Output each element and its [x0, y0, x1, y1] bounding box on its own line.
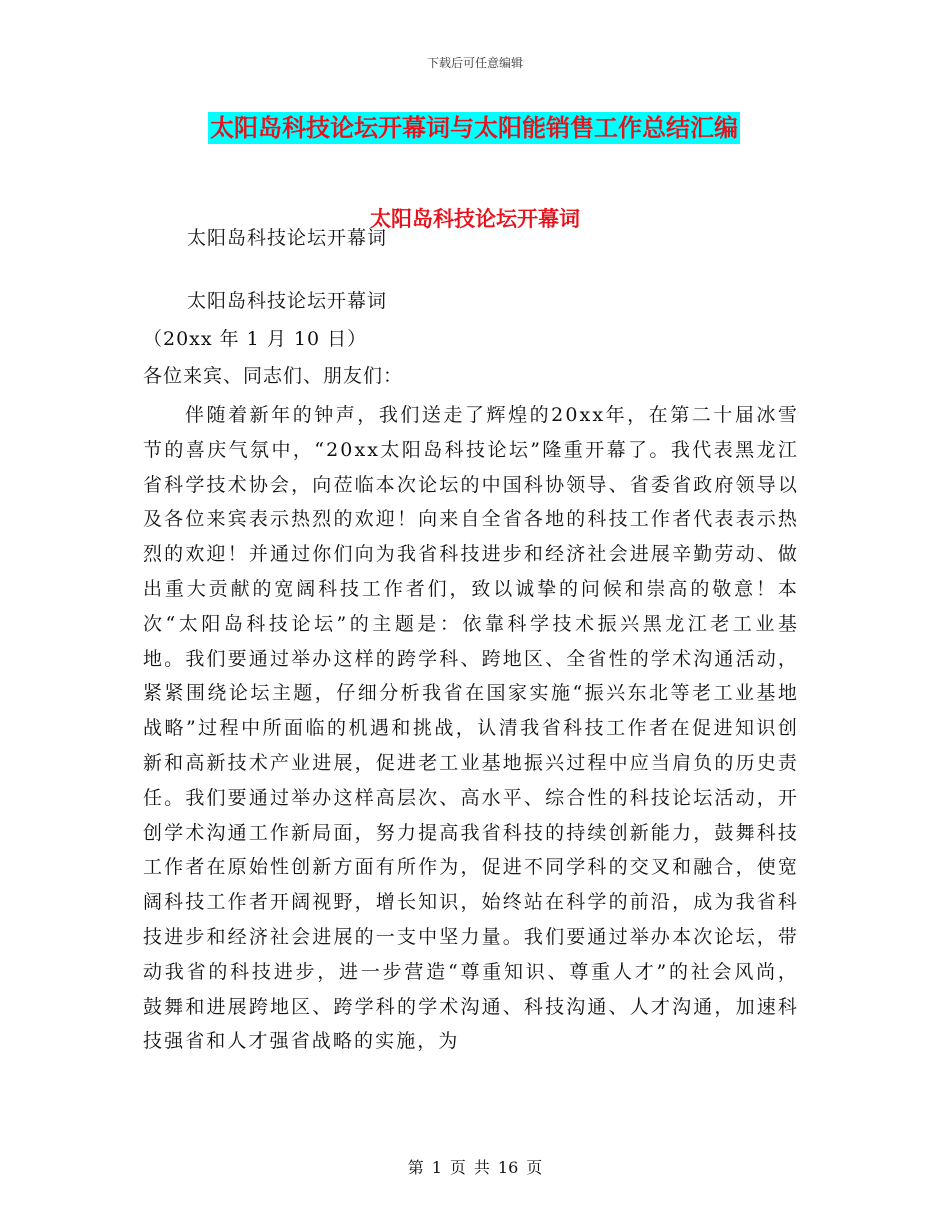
footer-suffix: 页	[526, 1158, 543, 1177]
repeated-title-line: 太阳岛科技论坛开幕词	[187, 290, 388, 312]
date-line: （20xx 年 1 月 10 日）	[143, 328, 368, 350]
page-footer	[0, 1155, 950, 1178]
footer-prefix: 第	[407, 1158, 424, 1177]
document-title: 太阳岛科技论坛开幕词与太阳能销售工作总结汇编	[210, 114, 738, 142]
header-note: 下载后可任意编辑	[426, 56, 523, 70]
body-paragraph: 伴随着新年的钟声，我们送走了辉煌的20xx年，在第二十届冰雪节的喜庆气氛中，“20xx太阳岛科技论坛”隆重开幕了。我代表黑龙江省科学技术协会，向莅临本次论坛的中国科协领导、省委省政府领导以及各位来宾表示热烈的欢迎！向来自全省各地的科技工作者代表表示热烈的欢迎！并通过你们向为我省科技进步和经济社会进展辛勤劳动、做出重大贡献的宽阔科技工作者们，致以诚挚的问候和崇高的敬意！本次“太阳岛科技论坛”的主题是：依靠科学技术振兴黑龙江老工业基地。我们要通过举办这样的跨学科、跨地区、全省性的学术沟通活动，紧紧围绕论坛主题，仔细分析我省在国家实施“振兴东北等老工业基地战略”过程中所面临的机遇和挑战，认清我省科技工作者在促进知识创新和高新技术产业进展，促进老工业基地振兴过程中应当肩负的历史责任。我们要通过举办这样高层次、高水平、综合性的科技论坛活动，开创学术沟通工作新局面，努力提高我省科技的持续创新能力，鼓舞科技工作者在原始性创新方面有所作为，促进不同学科的交叉和融合，使宽阔科技工作者开阔视野，增长知识，始终站在科学的前沿，成为我省科技进步和经济社会进展的一支中坚力量。我们要通过举办本次论坛，带动我省的科技进步，进一步营造“尊重知识、尊重人才”的社会风尚，鼓舞和进展跨地区、跨学科的学术沟通、科技沟通、人才沟通，加速科技强省和人才强省战略的实施，为	[143, 404, 799, 1053]
footer-mid: 页	[449, 1158, 466, 1177]
repeated-title-line: 太阳岛科技论坛开幕词	[187, 227, 388, 249]
salutation-line: 各位来宾、同志们、朋友们：	[143, 365, 404, 387]
page-number: 1	[431, 1158, 442, 1177]
footer-total-prefix: 共	[473, 1158, 490, 1177]
section-title: 太阳岛科技论坛开幕词	[370, 207, 580, 231]
page-total: 16	[497, 1158, 519, 1177]
